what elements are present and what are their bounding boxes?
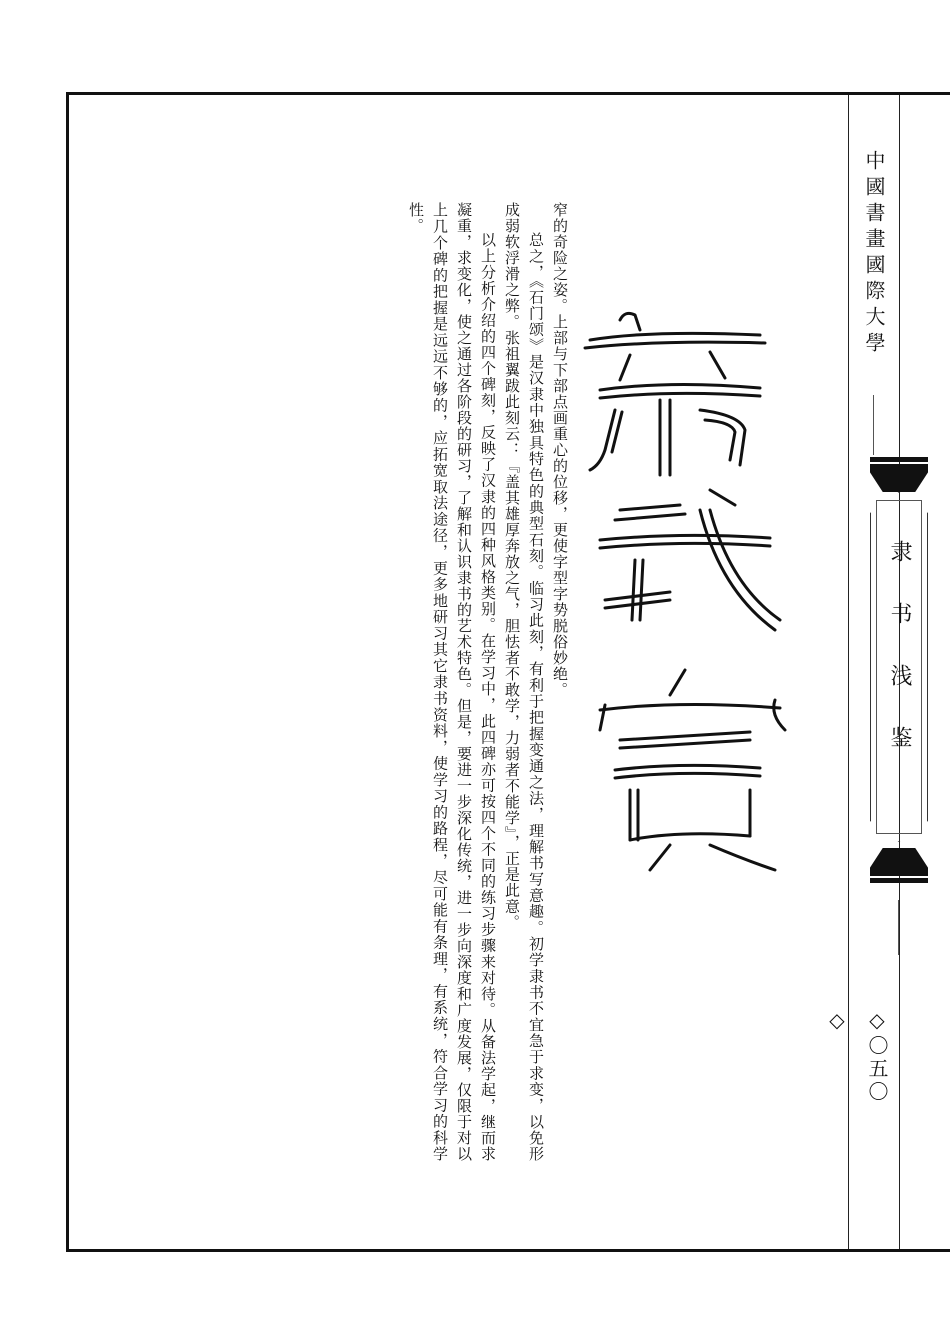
running-head: 中國書畫國際大學 (862, 150, 886, 358)
chapter-title: 隶书浅鉴 (887, 540, 912, 788)
plaque-bar (870, 457, 928, 462)
page-number: ◇〇五〇◇ (825, 1008, 889, 1104)
calligraphy-image (560, 300, 800, 880)
body-text (372, 202, 572, 1162)
margin-rule (848, 95, 849, 1249)
paragraph: 窄的奇险之姿。上部与下部点画重心的位移，更使字型字势脱俗妙绝。 (551, 202, 569, 698)
plaque-bar (870, 878, 928, 883)
calligraphy-specimen (560, 300, 800, 880)
divider (873, 395, 874, 455)
paragraph: 以上分析介绍的四个碑刻，反映了汉隶的四种风格类别。在学习中，此四碑亦可按四个不同的练习步骤来对待。从备法学起，继而求凝重，求变化，使之通过各阶段的研习，了解和认识隶书的艺术特色。但是，要进一步深化传统，进一步向深度和广度发展，仅限于对以上几个碑的把握是远远不够的，应拓宽取法途径，更多地研习其它隶书资料，使学习的路程，尽可能有条理，有系统，符合学习的科学性。 (407, 202, 497, 1162)
paragraph: 总之，《石门颂》是汉隶中独具特色的典型石刻。临习此刻，有利于把握变通之法，理解书写意趣。初学隶书不宜急于求变，以免形成弱软浮滑之弊。张祖翼跋此刻云：『盖其雄厚奔放之气，胆怯者不敢学，力弱者不能学』，正是此意。 (503, 202, 545, 1162)
divider (898, 900, 899, 955)
